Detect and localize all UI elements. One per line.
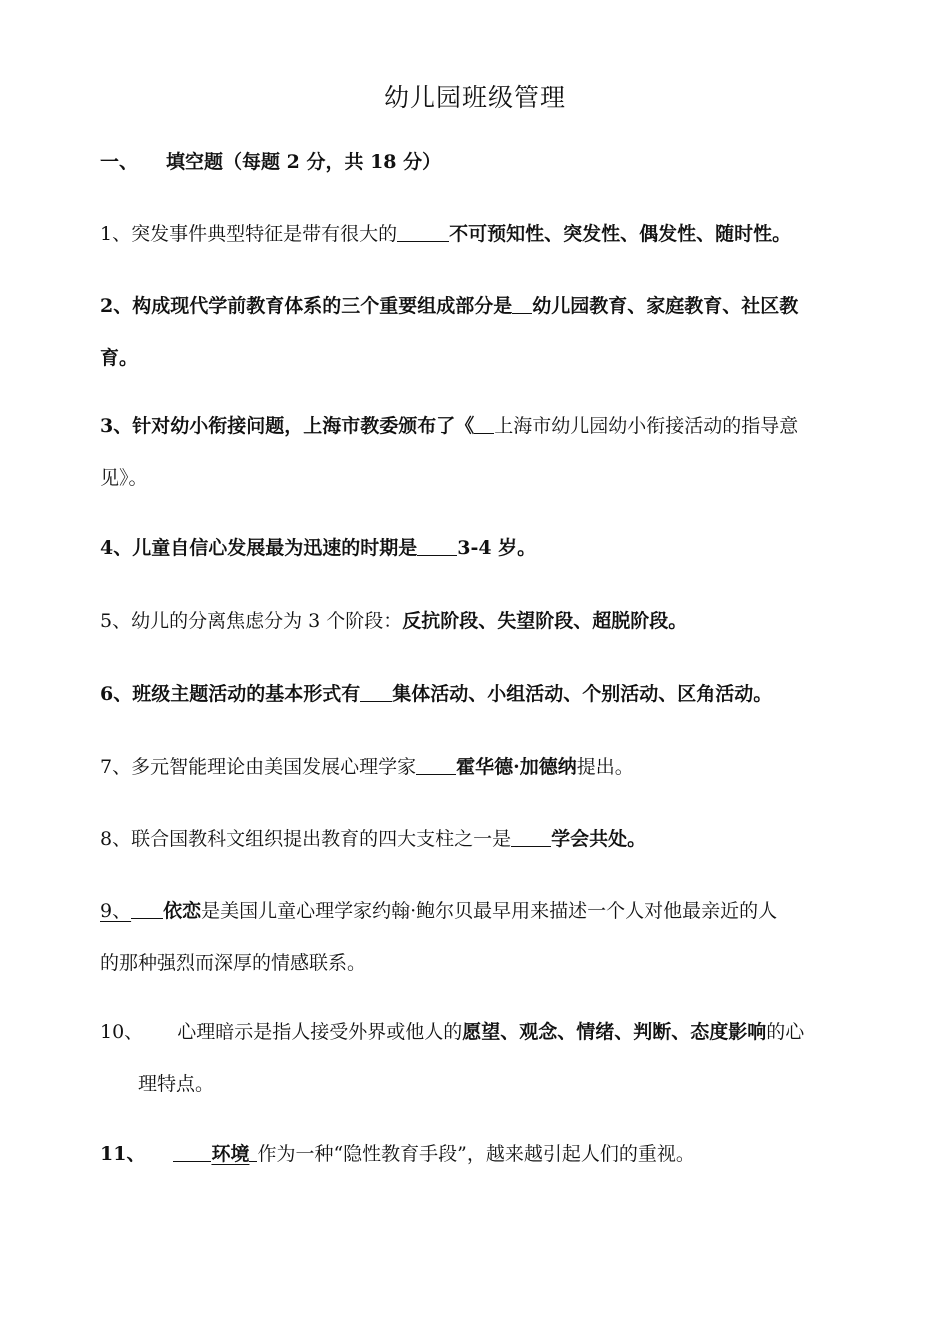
answer-blank xyxy=(512,294,532,314)
question-9 xyxy=(100,885,860,989)
question-1 xyxy=(100,208,860,260)
question-suffix: 提出。 xyxy=(576,756,634,778)
question-10 xyxy=(100,1006,860,1110)
question-text: 是美国儿童心理学家约翰·鲍尔贝最早用来描述一个人对他最亲近的人 xyxy=(201,900,778,922)
question-6 xyxy=(100,668,860,720)
answer-blank xyxy=(173,1142,211,1162)
document-title: 幼儿园班级管理 xyxy=(383,83,566,112)
question-number: 11、 xyxy=(100,1143,146,1165)
answer-blank xyxy=(397,222,449,242)
question-text: 1、突发事件典型特征是带有很大的 xyxy=(100,223,398,245)
answer-blank xyxy=(131,899,163,919)
question-text-continued: 的那种强烈而深厚的情感联系。 xyxy=(100,952,367,974)
answer-text: 学会共处。 xyxy=(551,828,647,850)
question-text: 心理暗示是指人接受外界或他人的 xyxy=(177,1021,463,1043)
question-text: 5、幼儿的分离焦虑分为 3 个阶段： xyxy=(100,610,403,632)
answer-text: 3-4 岁。 xyxy=(457,537,537,559)
answer-text: 反抗阶段、失望阶段、超脱阶段。 xyxy=(402,610,688,632)
question-text: 作为一种“隐性教育手段”，越来越引起人们的重视。 xyxy=(257,1143,695,1165)
question-number: 10、 xyxy=(100,1021,144,1043)
answer-blank xyxy=(417,536,457,556)
answer-text: 霍华德·加德纳 xyxy=(456,756,577,778)
question-11 xyxy=(100,1128,860,1180)
answer-text: 幼儿园教育、家庭教育、社区教 xyxy=(532,295,799,317)
question-7 xyxy=(100,741,860,793)
answer-blank xyxy=(511,827,551,847)
question-8 xyxy=(100,813,860,865)
question-text-continued: 理特点。 xyxy=(138,1073,215,1095)
answer-blank xyxy=(474,414,494,434)
answer-text: 集体活动、小组活动、个别活动、区角活动。 xyxy=(392,683,773,705)
answer-text-continued: 育。 xyxy=(100,347,139,369)
answer-text: 依恋 xyxy=(163,900,202,922)
answer-text: 不可预知性、突发性、偶发性、随时性。 xyxy=(449,223,792,245)
question-text: 4、儿童自信心发展最为迅速的时期是 xyxy=(100,537,418,559)
question-text: 3、针对幼小衔接问题，上海市教委颁布了《 xyxy=(100,415,475,437)
section-heading xyxy=(100,147,441,174)
question-3 xyxy=(100,400,860,504)
question-5 xyxy=(100,595,860,647)
question-2 xyxy=(100,280,860,384)
answer-text: 环境 xyxy=(211,1143,250,1165)
section-label: 填空题（每题 2 分，共 18 分） xyxy=(166,151,442,173)
question-text: 2、构成现代学前教育体系的三个重要组成部分是 xyxy=(100,295,513,317)
answer-blank xyxy=(416,755,456,775)
answer-text: 上海市幼儿园幼小衔接活动的指导意 xyxy=(494,415,799,437)
answer-text: 愿望、观念、情绪、判断、态度影响 xyxy=(462,1021,767,1043)
answer-text-continued: 见》。 xyxy=(100,467,148,489)
question-text: 8、联合国教科文组织提出教育的四大支柱之一是 xyxy=(100,828,512,850)
question-text: 7、多元智能理论由美国发展心理学家 xyxy=(100,756,417,778)
question-number: 9、 xyxy=(100,900,132,922)
answer-blank xyxy=(360,682,392,702)
question-suffix: 的心 xyxy=(766,1021,805,1043)
question-4 xyxy=(100,522,860,574)
section-number: 一、 xyxy=(100,151,139,173)
question-text: 6、班级主题活动的基本形式有 xyxy=(100,683,361,705)
